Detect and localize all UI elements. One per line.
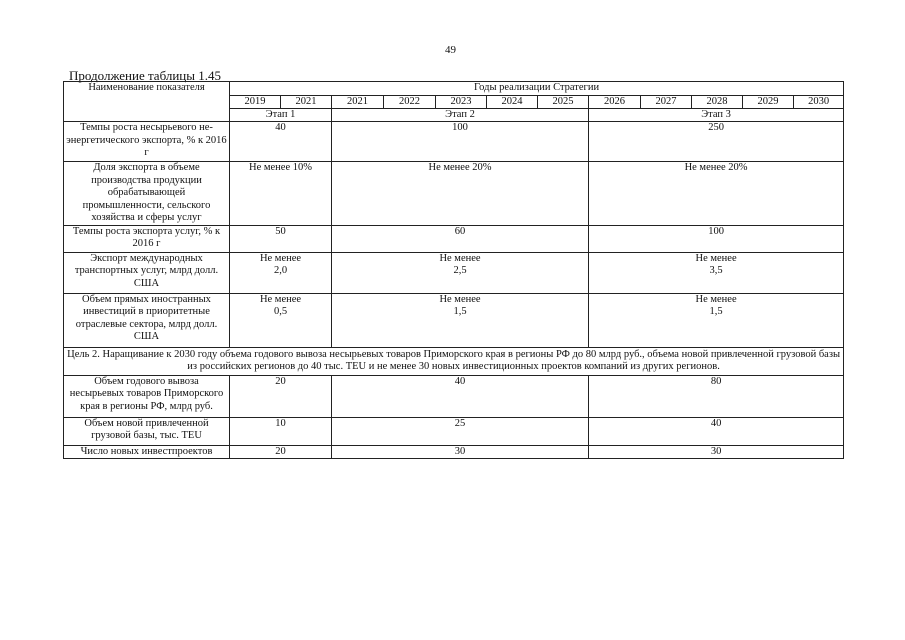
value-prefix: Не менее: [259, 252, 302, 264]
value-prefix: Не менее: [439, 252, 481, 264]
stage3-value: 250: [589, 122, 844, 162]
stage1-value: [230, 252, 332, 293]
year-cell: 2027: [641, 95, 692, 108]
value-number: 2,5: [453, 265, 467, 276]
stage1-value: 20: [230, 445, 332, 459]
value-prefix: Не менее: [695, 252, 737, 264]
year-cell: 2023: [436, 95, 487, 108]
table-row: [64, 122, 844, 162]
table-caption: Продолжение таблицы 1.45: [69, 68, 221, 83]
stage3-value: 80: [589, 375, 844, 417]
indicator-header: Наименование показателя: [64, 82, 230, 122]
table-row: [64, 162, 844, 226]
table-row: [64, 252, 844, 293]
table-row: [64, 417, 844, 445]
stage3-value: [589, 293, 844, 347]
year-cell: 2028: [692, 95, 743, 108]
indicator-name: Объем прямых иностранных инвестиций в приоритетные отраслевые сектора, млрд долл. США: [64, 293, 230, 347]
stage2-value: 60: [332, 225, 589, 252]
value-prefix: Не менее: [695, 293, 737, 305]
indicator-name: Экспорт международных транспортных услуг, млрд долл. США: [64, 252, 230, 293]
indicator-name: Темпы роста экспорта услуг, % к 2016 г: [64, 225, 230, 252]
stage-2: Этап 2: [332, 108, 589, 122]
stage-3: Этап 3: [589, 108, 844, 122]
value-prefix: Не менее: [259, 293, 302, 305]
year-cell: 2021: [281, 95, 332, 108]
indicator-name: Темпы роста несырьевого не-энергетического экспорта, % к 2016 г: [64, 122, 230, 162]
year-cell: 2029: [743, 95, 794, 108]
stage2-value: [332, 252, 589, 293]
header-row: [64, 82, 844, 96]
stage2-value: [332, 293, 589, 347]
year-cell: 2025: [538, 95, 589, 108]
indicator-name: Объем годового вывоза несырьевых товаров Приморского края в регионы РФ, млрд руб.: [64, 375, 230, 417]
value-number: 0,5: [273, 306, 288, 317]
indicators-table: [63, 81, 844, 459]
stage1-value: [230, 293, 332, 347]
years-header: Годы реализации Стратегии: [230, 82, 844, 96]
indicator-name: Объем новой привлеченной грузовой базы, тыс. TEU: [64, 417, 230, 445]
stage1-value: 40: [230, 122, 332, 162]
value-number: 2,0: [273, 265, 288, 276]
table-row: [64, 445, 844, 459]
year-cell: 2019: [230, 95, 281, 108]
stage1-value: 20: [230, 375, 332, 417]
year-cell: 2021: [332, 95, 384, 108]
stage3-value: Не менее 20%: [589, 162, 844, 226]
indicator-name: Доля экспорта в объеме производства продукции обрабатывающей промышленности, сельского хозяйства и сферы услуг: [64, 162, 230, 226]
value-prefix: Не менее: [439, 293, 481, 305]
year-cell: 2024: [487, 95, 538, 108]
stage3-value: 100: [589, 225, 844, 252]
stage3-value: 40: [589, 417, 844, 445]
goal-2-text: Цель 2. Наращивание к 2030 году объема годового вывоза несырьевых товаров Приморского края в регионы РФ до 80 млрд руб., объема новой привлеченной грузовой базы из российских регионов до 40 тыс. TEU и не менее 30 новых инвестиционных проектов компаний из других регионов.: [64, 347, 844, 375]
year-cell: 2022: [384, 95, 436, 108]
value-number: 3,5: [709, 265, 723, 276]
stage3-value: 30: [589, 445, 844, 459]
table-row: [64, 225, 844, 252]
stage2-value: 40: [332, 375, 589, 417]
indicator-name: Число новых инвестпроектов: [64, 445, 230, 459]
table-row: [64, 375, 844, 417]
goal-row: [64, 347, 844, 375]
stage3-value: [589, 252, 844, 293]
page-number: 49: [445, 44, 456, 56]
stage2-value: 100: [332, 122, 589, 162]
year-cell: 2030: [794, 95, 844, 108]
value-number: 1,5: [453, 306, 467, 317]
year-cell: 2026: [589, 95, 641, 108]
table-row: [64, 293, 844, 347]
stage-1: Этап 1: [230, 108, 332, 122]
stage1-value: 50: [230, 225, 332, 252]
stage2-value: 25: [332, 417, 589, 445]
stage1-value: 10: [230, 417, 332, 445]
stage2-value: Не менее 20%: [332, 162, 589, 226]
stage1-value: Не менее 10%: [230, 162, 332, 226]
stage2-value: 30: [332, 445, 589, 459]
value-number: 1,5: [709, 306, 723, 317]
